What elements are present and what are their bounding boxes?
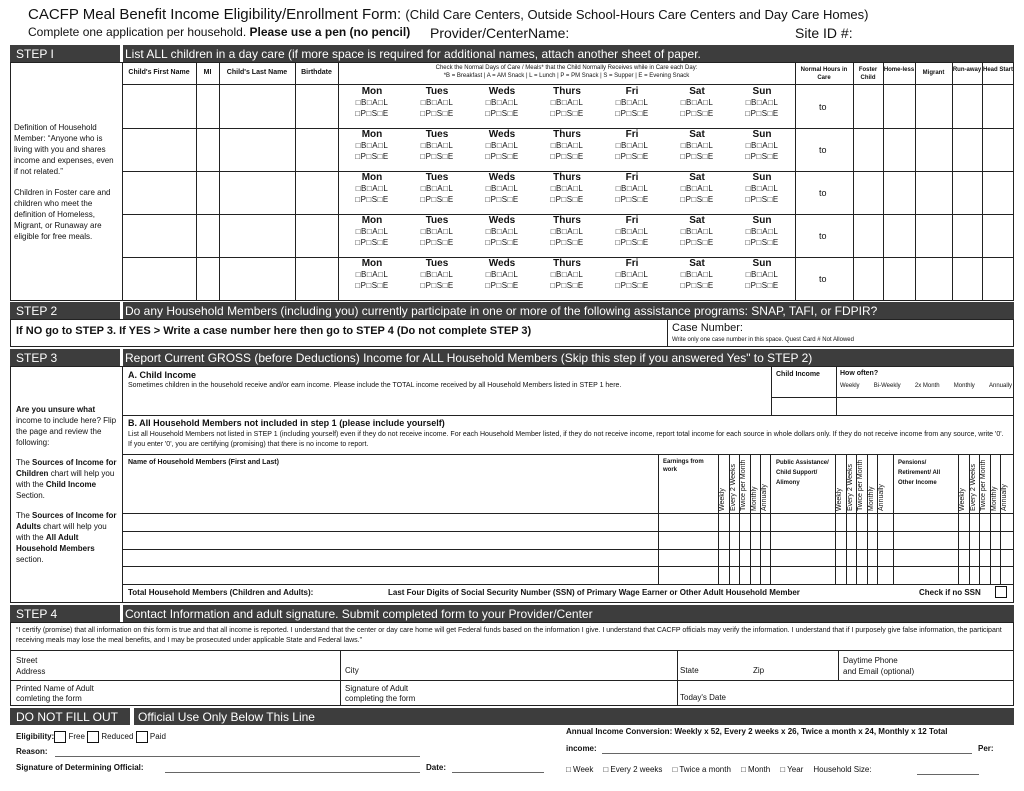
day-cell-fri[interactable] [600,129,664,162]
form-instruction: Complete one application per household. Please use a pen (no pencil) [28,25,411,39]
meal-checkboxes-1[interactable]: □B□A□L [680,98,714,107]
option-month[interactable]: □ Month [740,765,771,774]
day-name: Sat [689,129,705,140]
case-number-field[interactable]: Case Number: [672,322,743,334]
col-earnings: Earnings from work [663,459,704,473]
meal-checkboxes-1[interactable]: □B□A□L [550,184,584,193]
meal-checkboxes-1[interactable]: □B□A□L [355,184,389,193]
col-migrant: Migrant [922,70,945,76]
day-cell-tues[interactable] [405,258,469,291]
adult-signature-field[interactable]: Signature of Adult completing the form [345,684,416,703]
official-date-label: Date: [426,763,447,772]
day-cell-thurs[interactable] [535,215,599,248]
meal-checkboxes-1[interactable]: □B□A□L [485,227,519,236]
meal-checkboxes-1[interactable]: □B□A□L [550,227,584,236]
day-name: Tues [425,258,449,269]
meal-checkboxes-1[interactable]: □B□A□L [615,184,649,193]
col-runaway: Run-away [952,67,982,73]
col-public-assistance: Public Assistance/ Child Support/ Alimony [776,460,829,486]
foster-note: Children in Foster care and children who meet the definition of Homeless, Migrant, or Runaway are eligible for free meals. [14,188,111,241]
hours-to[interactable]: to [819,102,827,112]
col-days-care: Check the Normal Days of Care / Meals* that the Child Normally Receives while in Care each Day: *B = Breakfast | A = AM Snack | L = Lunch | P = PM Snack | S = Supper | E = Evening Snack [435,65,698,79]
day-cell-sun[interactable] [730,129,794,162]
day-cell-weds[interactable] [470,258,534,291]
official-label: DO NOT FILL OUT [16,710,119,724]
day-cell-tues[interactable] [405,86,469,119]
income-conversion: Annual Income Conversion: Weekly x 52, Every 2 weeks x 26, Twice a month x 24, Monthly x 12 Total [566,727,948,736]
meal-checkboxes-2[interactable]: □P□S□E [615,195,649,204]
freq-label-2-3: Monthly [990,486,998,511]
meal-checkboxes-2[interactable]: □P□S□E [745,281,779,290]
form-title: CACFP Meal Benefit Income Eligibility/Enrollment Form: (Child Care Centers, Outside School-Hours Care Centers and Day Care Homes) [28,6,869,23]
meal-checkboxes-1[interactable]: □B□A□L [745,98,779,107]
day-name: Sat [689,172,705,183]
per-label: Per: [978,744,994,753]
pen-note: Please use a pen (no pencil) [249,25,411,39]
meal-checkboxes-2[interactable]: □P□S□E [615,109,649,118]
option-twice-a-month[interactable]: □ Twice a month [672,765,731,774]
day-name: Weds [488,86,516,97]
certification-text: “I certify (promise) that all information on this form is true and that all income is reported. I understand that the center or day care home will get Federal funds based on the information I give. I understand that CACFP officials may verify the information. I understand that if I purposely give false information, the participant receiving meals may lose the meal benefits, and I may be prosecuted under applicable State and Federal laws.” [16,627,1002,644]
day-cell-tues[interactable] [405,172,469,205]
household-size-field[interactable] [917,774,979,775]
col-mi: MI [203,69,212,76]
day-name: Mon [361,172,383,183]
meal-checkboxes-2[interactable]: □P□S□E [745,195,779,204]
meal-checkboxes-2[interactable]: □P□S□E [420,109,454,118]
total-income-label: income: [566,744,597,753]
meal-checkboxes-1[interactable]: □B□A□L [355,141,389,150]
day-cell-fri[interactable] [600,215,664,248]
meal-checkboxes-1[interactable]: □B□A□L [615,98,649,107]
step2-instruction: If NO go to STEP 3. If YES > Write a case number here then go to STEP 4 (Do not complete STEP 3) [16,325,532,337]
meal-checkboxes-2[interactable]: □P□S□E [550,238,584,247]
official-date-field[interactable] [452,772,544,773]
step4-text: Contact Information and adult signature. Submit completed form to your Provider/Center [125,607,593,621]
site-id-field[interactable]: Site ID #: [795,25,853,41]
day-cell-tues[interactable] [405,129,469,162]
meal-checkboxes-1[interactable]: □B□A□L [680,270,714,279]
freq-label-2-2: Twice per Month [980,459,987,511]
meal-checkboxes-2[interactable]: □P□S□E [680,152,714,161]
day-name: Fri [625,172,639,183]
col-last-name: Child's Last Name [226,69,288,76]
day-cell-fri[interactable] [600,172,664,205]
how-often-label: How often? [840,370,879,377]
step4-label: STEP 4 [16,607,58,621]
meal-checkboxes-1[interactable]: □B□A□L [745,141,779,150]
day-cell-thurs[interactable] [535,172,599,205]
ssn-label: Last Four Digits of Social Security Number (SSN) of Primary Wage Earner or Other Adult Household Member [388,588,800,597]
meal-checkboxes-2[interactable]: □P□S□E [615,281,649,290]
meal-checkboxes-1[interactable]: □B□A□L [420,227,454,236]
freq-label-2-0: Weekly [959,488,966,511]
meal-checkboxes-2[interactable]: □P□S□E [485,152,519,161]
day-cell-weds[interactable] [470,215,534,248]
day-name: Sun [752,86,772,97]
meal-checkboxes-1[interactable]: □B□A□L [550,141,584,150]
day-name: Mon [361,129,383,140]
day-name: Fri [625,129,639,140]
meal-checkboxes-2[interactable]: □P□S□E [680,195,714,204]
household-size-label: Household Size: [813,765,872,774]
meal-checkboxes-1[interactable]: □B□A□L [420,184,454,193]
day-cell-mon[interactable] [340,258,404,291]
freq-label-0-1: Every 2 Weeks [729,464,737,511]
day-cell-mon[interactable] [340,86,404,119]
paid-checkbox[interactable] [136,731,148,743]
freq-label-2-1: Every 2 Weeks [969,464,977,511]
freq-label-1-1: Every 2 Weeks [846,464,854,511]
day-cell-sat[interactable] [665,258,729,291]
day-name: Fri [625,258,639,269]
freq-label-1-3: Monthly [867,486,875,511]
meal-checkboxes-2[interactable]: □P□S□E [745,238,779,247]
child-income-label: Child Income [776,371,820,378]
no-ssn-checkbox[interactable] [995,586,1007,598]
day-name: Mon [361,258,383,269]
meal-checkboxes-2[interactable]: □P□S□E [355,152,389,161]
day-cell-fri[interactable] [600,86,664,119]
day-name: Sun [752,215,772,226]
day-cell-fri[interactable] [600,258,664,291]
day-name: Tues [425,215,449,226]
option-every-2-weeks[interactable]: □ Every 2 weeks [603,765,663,774]
meal-checkboxes-1[interactable]: □B□A□L [355,227,389,236]
day-name: Weds [488,215,516,226]
day-name: Tues [425,172,449,183]
reason-label: Reason: [16,747,48,756]
day-name: Tues [425,129,449,140]
day-cell-sun[interactable] [730,258,794,291]
meal-checkboxes-1[interactable]: □B□A□L [485,270,519,279]
day-name: Sat [689,215,705,226]
meal-checkboxes-1[interactable]: □B□A□L [355,270,389,279]
meal-checkboxes-2[interactable]: □P□S□E [680,109,714,118]
meal-checkboxes-2[interactable]: □P□S□E [355,195,389,204]
reason-field[interactable] [55,756,420,757]
household-definition: Definition of Household Member: “Anyone who is living with you and shares income and expenses, even if not related.” Children in Foster care and children who meet the definition of Homeless, Migrant, or Runaway are eligible for free meals. [14,122,118,242]
hours-to[interactable]: to [819,145,827,155]
meal-checkboxes-2[interactable]: □P□S□E [550,195,584,204]
freq-label-1-0: Weekly [836,488,843,511]
day-cell-weds[interactable] [470,86,534,119]
meal-checkboxes-1[interactable]: □B□A□L [745,184,779,193]
meal-checkboxes-2[interactable]: □P□S□E [745,152,779,161]
day-cell-thurs[interactable] [535,86,599,119]
step1-text: List ALL children in a day care (if more space is required for additional names, attach another sheet of paper. [125,47,701,61]
col-pensions: Pensions/ Retirement/ All Other Income [898,460,941,486]
child-income-frequency: Weekly Bi-Weekly 2x Month Monthly Annually [840,383,1012,389]
day-name: Thurs [553,215,581,226]
case-number-note: Write only one case number in this space. Quest Card # Not Allowed [672,337,854,343]
section-a-text: Sometimes children in the household receive and/or earn income. Please include the TOTAL income received by all Household Members listed in STEP 1 here. [128,382,622,389]
step4-bar [10,605,1014,622]
provider-name-field[interactable]: Provider/CenterName: [430,25,570,41]
step1-label: STEP I [16,47,54,61]
meal-checkboxes-2[interactable]: □P□S□E [485,281,519,290]
meal-checkboxes-1[interactable]: □B□A□L [615,270,649,279]
official-signature-label: Signature of Determining Official: [16,763,144,772]
day-name: Thurs [553,129,581,140]
meal-checkboxes-1[interactable]: □B□A□L [680,141,714,150]
printed-name-field[interactable]: Printed Name of Adult comleting the form [16,684,94,703]
hours-to[interactable]: to [819,188,827,198]
meal-checkboxes-2[interactable]: □P□S□E [680,281,714,290]
day-name: Sat [689,86,705,97]
day-cell-tues[interactable] [405,215,469,248]
freq-label-1-2: Twice per Month [857,459,864,511]
day-cell-sun[interactable] [730,172,794,205]
step3-help: Are you unsure what income to include here? Flip the page and review the following: The Sources of Income for Children chart will help you with the Child Income Section. The Sources of Income for Adults chart will help you with the All Adult Household Members section. [16,405,117,564]
street-address-field[interactable]: Street Address [16,656,46,676]
meal-checkboxes-2[interactable]: □P□S□E [615,152,649,161]
day-name: Sat [689,258,705,269]
col-homeless: Home-less [883,67,915,73]
form-subtitle: (Child Care Centers, Outside School-Hours Care Centers and Day Care Homes) [405,7,869,22]
freq-label-0-3: Monthly [750,486,758,511]
meal-checkboxes-1[interactable]: □B□A□L [485,98,519,107]
meal-checkboxes-1[interactable]: □B□A□L [745,227,779,236]
freq-label-0-0: Weekly [719,488,726,511]
option-year[interactable]: □ Year [780,765,804,774]
col-normal-hours: Normal Hours in Care [800,67,848,81]
freq-label-0-4: Annually [761,484,768,511]
meal-checkboxes-1[interactable]: □B□A□L [615,227,649,236]
meal-checkboxes-2[interactable]: □P□S□E [485,109,519,118]
meal-checkboxes-2[interactable]: □P□S□E [420,281,454,290]
official-text: Official Use Only Below This Line [138,710,315,724]
meal-checkboxes-2[interactable]: □P□S□E [550,109,584,118]
meal-checkboxes-1[interactable]: □B□A□L [485,184,519,193]
day-name: Mon [361,215,383,226]
col-foster: Foster Child [858,67,878,81]
meal-checkboxes-1[interactable]: □B□A□L [420,141,454,150]
official-signature-field[interactable] [165,772,420,773]
eligibility-row: Eligibility: Free Reduced Paid [16,732,166,742]
total-income-field[interactable] [602,753,972,754]
per-options [566,765,872,774]
day-name: Mon [361,86,383,97]
step2-bar [10,302,1014,319]
meal-checkboxes-2[interactable]: □P□S□E [615,238,649,247]
state-field[interactable]: State [680,666,699,675]
meal-checkboxes-1[interactable]: □B□A□L [550,270,584,279]
hours-to[interactable]: to [819,274,827,284]
step3-text: Report Current GROSS (before Deductions) Income for ALL Household Members (Skip this step if you answered Yes" to STEP 2) [125,351,813,365]
section-b-text: List all Household Members not listed in STEP 1 (including yourself) even if they do not receive income. For each Household Member listed, if they do not receive income, report total income for each source in whole dollars only. If they do not receive income from any source, write '0'. If you enter '0', you are certifying (promising) that there is no income to report. [128,431,1004,448]
day-cell-sat[interactable] [665,86,729,119]
day-cell-weds[interactable] [470,172,534,205]
col-first-name: Child's First Name [128,69,190,76]
free-checkbox[interactable] [54,731,66,743]
day-cell-sun[interactable] [730,86,794,119]
col-headstart: Head Start [982,67,1013,73]
freq-label-0-2: Twice per Month [740,459,747,511]
step3-bar [10,349,1014,366]
phone-email-field[interactable]: Daytime Phone and Email (optional) [843,656,915,676]
zip-field[interactable]: Zip [753,666,765,675]
meal-checkboxes-2[interactable]: □P□S□E [550,152,584,161]
day-name: Tues [425,86,449,97]
day-cell-sun[interactable] [730,215,794,248]
meal-checkboxes-1[interactable]: □B□A□L [680,227,714,236]
meal-checkboxes-1[interactable]: □B□A□L [420,270,454,279]
meal-checkboxes-2[interactable]: □P□S□E [485,195,519,204]
meal-checkboxes-2[interactable]: □P□S□E [745,109,779,118]
meal-checkboxes-1[interactable]: □B□A□L [615,141,649,150]
day-cell-mon[interactable] [340,129,404,162]
day-cell-sat[interactable] [665,129,729,162]
col-birthdate: Birthdate [301,69,332,76]
meal-checkboxes-1[interactable]: □B□A□L [550,98,584,107]
day-cell-weds[interactable] [470,129,534,162]
day-cell-thurs[interactable] [535,129,599,162]
day-name: Weds [488,258,516,269]
city-field[interactable]: City [345,666,359,675]
option-week[interactable]: □ Week [566,765,594,774]
freq-label-1-4: Annually [878,484,885,511]
freq-label-2-4: Annually [1001,484,1008,511]
day-name: Fri [625,86,639,97]
day-cell-mon[interactable] [340,215,404,248]
day-name: Sun [752,129,772,140]
meal-checkboxes-1[interactable]: □B□A□L [355,98,389,107]
meal-checkboxes-1[interactable]: □B□A□L [680,184,714,193]
day-name: Thurs [553,258,581,269]
day-name: Thurs [553,86,581,97]
official-bar [10,708,1014,725]
day-name: Thurs [553,172,581,183]
total-members-label: Total Household Members (Children and Adults): [128,588,314,597]
section-b-title: B. All Household Members not included in step 1 (please include yourself) [128,418,445,428]
step2-label: STEP 2 [16,304,58,318]
meal-checkboxes-2[interactable]: □P□S□E [420,195,454,204]
day-cell-mon[interactable] [340,172,404,205]
day-name: Weds [488,129,516,140]
meal-checkboxes-2[interactable]: □P□S□E [420,238,454,247]
day-cell-sat[interactable] [665,215,729,248]
section-a-title: A. Child Income [128,370,197,380]
step1-bar [10,45,1014,62]
meal-checkboxes-1[interactable]: □B□A□L [420,98,454,107]
meal-checkboxes-2[interactable]: □P□S□E [680,238,714,247]
step3-label: STEP 3 [16,351,58,365]
todays-date-field[interactable]: Today's Date [680,693,726,702]
meal-checkboxes-2[interactable]: □P□S□E [485,238,519,247]
day-name: Sun [752,258,772,269]
meal-checkboxes-2[interactable]: □P□S□E [550,281,584,290]
meal-checkboxes-1[interactable]: □B□A□L [745,270,779,279]
day-cell-sat[interactable] [665,172,729,205]
meal-checkboxes-2[interactable]: □P□S□E [355,238,389,247]
no-ssn-label: Check if no SSN [919,588,981,597]
hours-to[interactable]: to [819,231,827,241]
step2-text: Do any Household Members (including you) currently participate in one or more of the following assistance programs: SNAP, TAFI, or FDPIR? [125,304,878,318]
day-name: Fri [625,215,639,226]
day-cell-thurs[interactable] [535,258,599,291]
day-name: Sun [752,172,772,183]
reduced-checkbox[interactable] [87,731,99,743]
meal-checkboxes-2[interactable]: □P□S□E [355,281,389,290]
meal-checkboxes-2[interactable]: □P□S□E [420,152,454,161]
meal-checkboxes-1[interactable]: □B□A□L [485,141,519,150]
day-name: Weds [488,172,516,183]
meal-checkboxes-2[interactable]: □P□S□E [355,109,389,118]
col-member-name: Name of Household Members (First and Last) [128,459,279,466]
